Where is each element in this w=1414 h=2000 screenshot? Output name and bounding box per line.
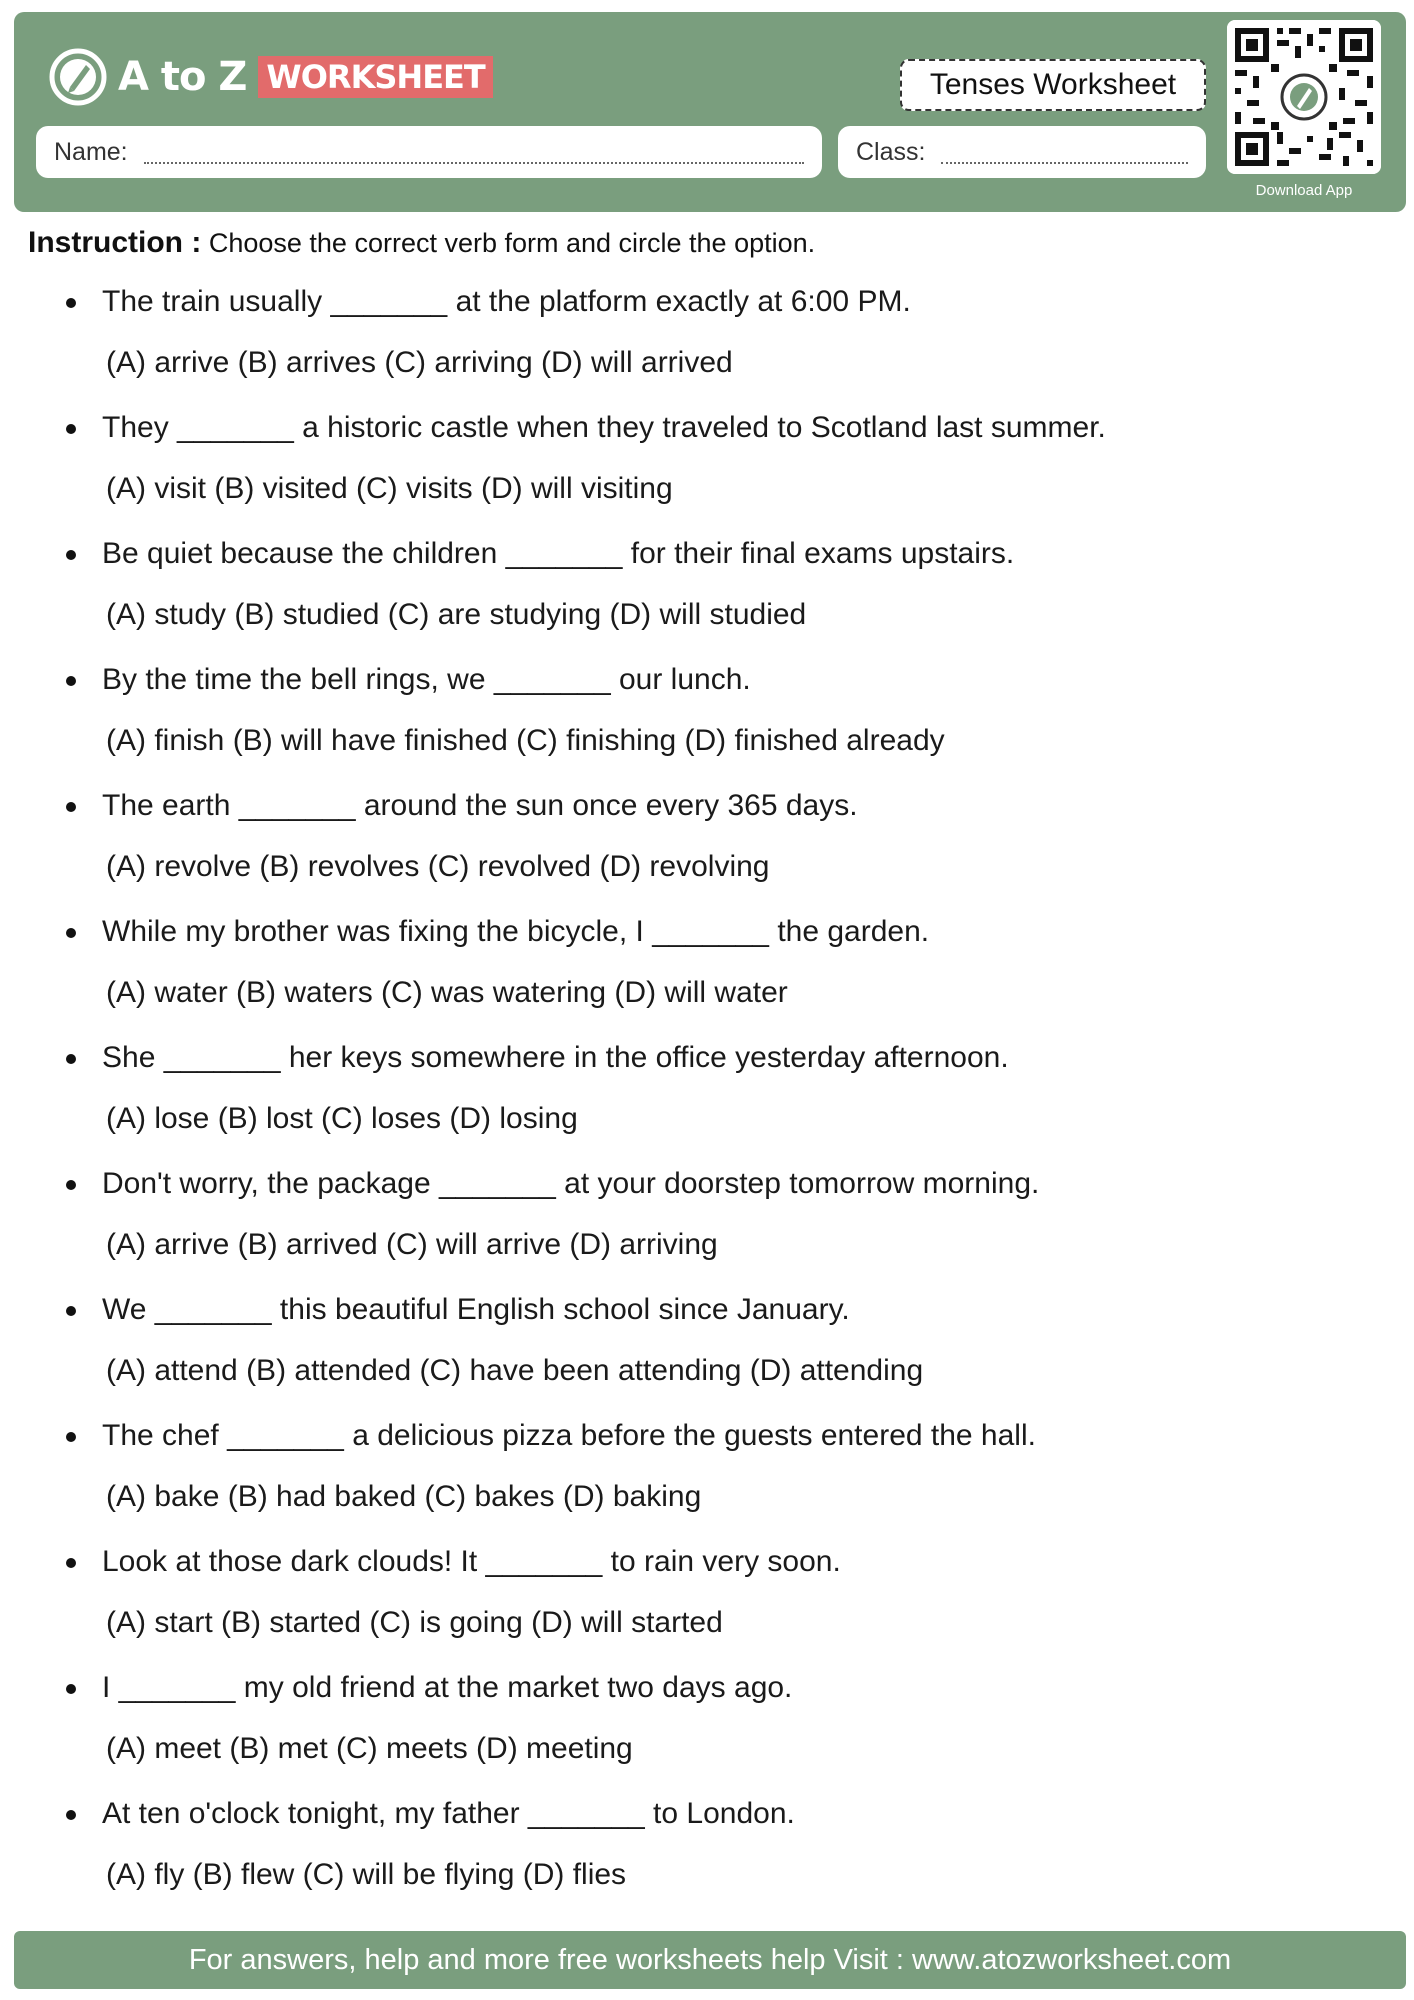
question-item xyxy=(0,408,1414,534)
question-options[interactable]: (A) study (B) studied (C) are studying (D) will studied xyxy=(106,598,807,631)
question-text: Don't worry, the package _______ at your doorstep tomorrow morning. xyxy=(102,1167,1040,1200)
bullet-icon xyxy=(66,1684,76,1694)
class-field[interactable] xyxy=(838,126,1206,178)
qr-code-icon[interactable] xyxy=(1227,20,1381,174)
question-options[interactable]: (A) fly (B) flew (C) will be flying (D) flies xyxy=(106,1858,627,1891)
question-text: At ten o'clock tonight, my father _______ to London. xyxy=(102,1797,795,1830)
question-item xyxy=(0,1542,1414,1668)
question-item xyxy=(0,660,1414,786)
instruction xyxy=(28,226,815,260)
question-options[interactable]: (A) water (B) waters (C) was watering (D) will water xyxy=(106,976,788,1009)
class-label: Class: xyxy=(856,137,926,166)
question-item xyxy=(0,1668,1414,1794)
pencil-logo-icon xyxy=(48,47,108,107)
bullet-icon xyxy=(66,550,76,560)
name-write-line xyxy=(144,160,804,164)
question-item xyxy=(0,534,1414,660)
question-options[interactable]: (A) start (B) started (C) is going (D) will started xyxy=(106,1606,723,1639)
question-text: She _______ her keys somewhere in the office yesterday afternoon. xyxy=(102,1041,1009,1074)
question-options[interactable]: (A) meet (B) met (C) meets (D) meeting xyxy=(106,1732,633,1765)
question-item xyxy=(0,1416,1414,1542)
question-options[interactable]: (A) lose (B) lost (C) loses (D) losing xyxy=(106,1102,578,1135)
question-item xyxy=(0,1164,1414,1290)
question-options[interactable]: (A) visit (B) visited (C) visits (D) will visiting xyxy=(106,472,673,505)
question-text: I _______ my old friend at the market two days ago. xyxy=(102,1671,793,1704)
name-label: Name: xyxy=(54,137,128,166)
bullet-icon xyxy=(66,1810,76,1820)
question-item xyxy=(0,1038,1414,1164)
bullet-icon xyxy=(66,928,76,938)
bullet-icon xyxy=(66,1180,76,1190)
footer-banner[interactable] xyxy=(14,1931,1406,1989)
question-text: They _______ a historic castle when they traveled to Scotland last summer. xyxy=(102,411,1106,444)
bullet-icon xyxy=(66,298,76,308)
question-options[interactable]: (A) attend (B) attended (C) have been attending (D) attending xyxy=(106,1354,924,1387)
question-text: The earth _______ around the sun once every 365 days. xyxy=(102,789,858,822)
instruction-label: Instruction : xyxy=(28,226,202,259)
footer-text[interactable]: For answers, help and more free worksheets help Visit : www.atozworksheet.com xyxy=(188,1943,1232,1976)
question-item xyxy=(0,786,1414,912)
question-text: While my brother was fixing the bicycle, I _______ the garden. xyxy=(102,915,930,948)
question-text: The chef _______ a delicious pizza before the guests entered the hall. xyxy=(102,1419,1036,1452)
question-text: Look at those dark clouds! It _______ to rain very soon. xyxy=(102,1545,841,1578)
question-item xyxy=(0,282,1414,408)
bullet-icon xyxy=(66,676,76,686)
question-text: We _______ this beautiful English school since January. xyxy=(102,1293,850,1326)
question-text: By the time the bell rings, we _______ our lunch. xyxy=(102,663,751,696)
name-field[interactable] xyxy=(36,126,822,178)
download-app-label[interactable]: Download App xyxy=(1255,182,1353,199)
bullet-icon xyxy=(66,1558,76,1568)
question-item xyxy=(0,1794,1414,1920)
question-options[interactable]: (A) revolve (B) revolves (C) revolved (D) revolving xyxy=(106,850,770,883)
instruction-text: Choose the correct verb form and circle the option. xyxy=(208,228,816,258)
question-options[interactable]: (A) finish (B) will have finished (C) finishing (D) finished already xyxy=(106,724,945,757)
question-item xyxy=(0,1290,1414,1416)
class-write-line xyxy=(941,160,1188,164)
question-item xyxy=(0,912,1414,1038)
bullet-icon xyxy=(66,802,76,812)
bullet-icon xyxy=(66,1432,76,1442)
worksheet-header xyxy=(14,12,1406,212)
logo-badge: WORKSHEET xyxy=(258,56,492,98)
bullet-icon xyxy=(66,1306,76,1316)
question-text: The train usually _______ at the platform exactly at 6:00 PM. xyxy=(102,285,911,318)
site-logo[interactable] xyxy=(48,42,493,112)
bullet-icon xyxy=(66,1054,76,1064)
question-options[interactable]: (A) arrive (B) arrived (C) will arrive (D) arriving xyxy=(106,1228,718,1261)
bullet-icon xyxy=(66,424,76,434)
question-text: Be quiet because the children _______ for their final exams upstairs. xyxy=(102,537,1015,570)
logo-text: A to Z xyxy=(118,54,247,100)
worksheet-title: Tenses Worksheet xyxy=(900,59,1206,111)
question-options[interactable]: (A) arrive (B) arrives (C) arriving (D) will arrived xyxy=(106,346,733,379)
question-options[interactable]: (A) bake (B) had baked (C) bakes (D) baking xyxy=(106,1480,702,1513)
